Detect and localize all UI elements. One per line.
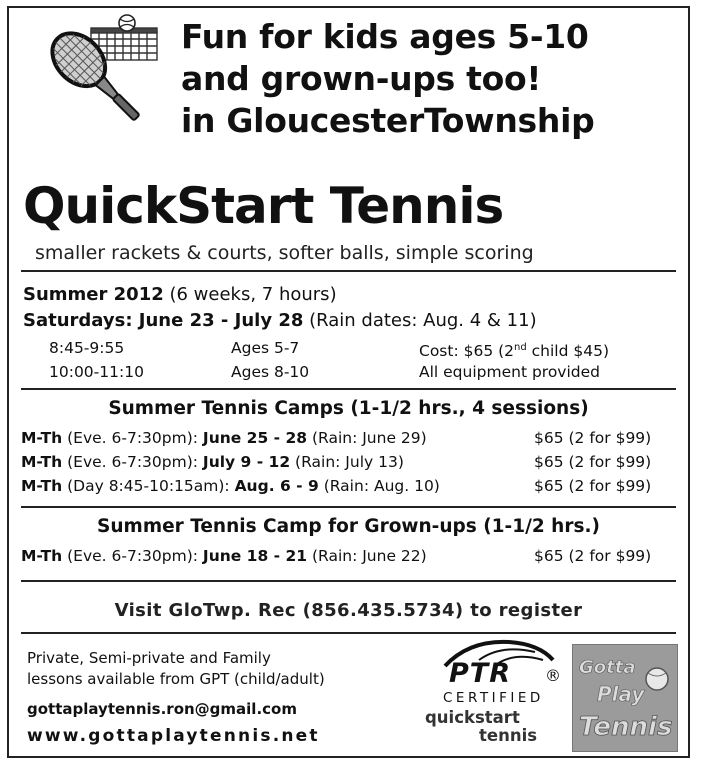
logo-line-1: Gotta [579, 657, 636, 678]
divider [21, 632, 676, 634]
gotta-play-tennis-logo [572, 644, 678, 752]
brand-title: QuickStart Tennis [23, 177, 504, 235]
certified-text: CERTIFIED [443, 690, 544, 706]
camp-days: M-Th [21, 547, 63, 565]
camp-dates: June 25 - 28 [202, 429, 308, 447]
camp-dates: Aug. 6 - 9 [234, 477, 319, 495]
camp-rain: (Rain: June 29) [307, 429, 427, 447]
camp-dates: June 18 - 21 [202, 547, 308, 565]
grownups-title: Summer Tennis Camp for Grown-ups (1-1/2 hrs.) [97, 516, 600, 537]
schedule-time: 8:45-9:55 [49, 339, 125, 357]
tagline: smaller rackets & courts, softer balls, simple scoring [35, 242, 534, 264]
camp-row [21, 426, 681, 450]
divider [21, 580, 676, 582]
cost-text: Cost: $65 (2 [419, 342, 515, 361]
ptr-certified-logo [417, 638, 567, 750]
logo-line-3: Tennis [579, 712, 673, 742]
camp-price: $65 (2 for $99) [534, 547, 652, 565]
summer-title-rest: (6 weeks, 7 hours) [163, 284, 337, 305]
grownups-row [21, 544, 681, 568]
tennis-text: tennis [479, 726, 538, 745]
summer-days-bold: Saturdays: June 23 - July 28 [23, 310, 304, 331]
camp-time: (Day 8:45-10:15am): [62, 477, 235, 495]
header [9, 8, 688, 176]
headline [181, 16, 681, 142]
email-link[interactable]: gottaplaytennis.ron@gmail.com [27, 700, 297, 718]
tennis-ball-icon [119, 15, 135, 31]
headline-line-2: and grown-ups too! [181, 59, 542, 98]
camp-time: (Eve. 6-7:30pm): [62, 453, 203, 471]
camp-price: $65 (2 for $99) [534, 453, 652, 471]
camp-days: M-Th [21, 453, 63, 471]
camp-time: (Eve. 6-7:30pm): [62, 547, 203, 565]
headline-line-3: in GloucesterTownship [181, 101, 595, 140]
camp-days: M-Th [21, 477, 63, 495]
camp-rain: (Rain: July 13) [290, 453, 404, 471]
camp-row [21, 474, 681, 498]
tennis-ball-icon [646, 668, 668, 690]
ptr-text: PTR [449, 658, 511, 689]
camp-price: $65 (2 for $99) [534, 477, 652, 495]
schedule-note: All equipment provided [419, 363, 600, 381]
divider [21, 388, 676, 390]
camp-days: M-Th [21, 429, 63, 447]
tennis-racket-icon [47, 14, 167, 132]
cost-text-end: child $45) [526, 342, 610, 361]
camps-title: Summer Tennis Camps (1-1/2 hrs., 4 sessions) [108, 398, 589, 419]
schedule-time: 10:00-11:10 [49, 363, 144, 381]
schedule-ages: Ages 5-7 [231, 339, 300, 357]
camp-dates: July 9 - 12 [202, 453, 291, 471]
camp-rain: (Rain: June 22) [307, 547, 427, 565]
divider [21, 506, 676, 508]
camp-rain: (Rain: Aug. 10) [318, 477, 440, 495]
registered-mark: ® [545, 666, 561, 685]
quickstart-text: quickstart [425, 708, 520, 727]
schedule-ages: Ages 8-10 [231, 363, 310, 381]
summer-days-rest: (Rain dates: Aug. 4 & 11) [303, 310, 537, 331]
summer-session [23, 282, 683, 334]
cost-sup: nd [514, 342, 527, 353]
private-lessons-line-1: Private, Semi-private and Family [27, 649, 271, 667]
website-link[interactable]: www.gottaplaytennis.net [27, 726, 320, 746]
registration-info: Visit GloTwp. Rec (856.435.5734) to register [114, 600, 583, 621]
camp-time: (Eve. 6-7:30pm): [62, 429, 203, 447]
summer-title [23, 282, 683, 308]
divider [21, 270, 676, 272]
summer-title-bold: Summer 2012 [23, 284, 164, 305]
headline-line-1: Fun for kids ages 5-10 [181, 17, 589, 56]
flyer [7, 6, 690, 758]
private-lessons-line-2: lessons available from GPT (child/adult) [27, 670, 325, 688]
private-lessons [27, 648, 427, 690]
summer-days [23, 308, 683, 334]
logo-line-2: Play [597, 682, 645, 706]
camp-price: $65 (2 for $99) [534, 429, 652, 447]
camp-row [21, 450, 681, 474]
